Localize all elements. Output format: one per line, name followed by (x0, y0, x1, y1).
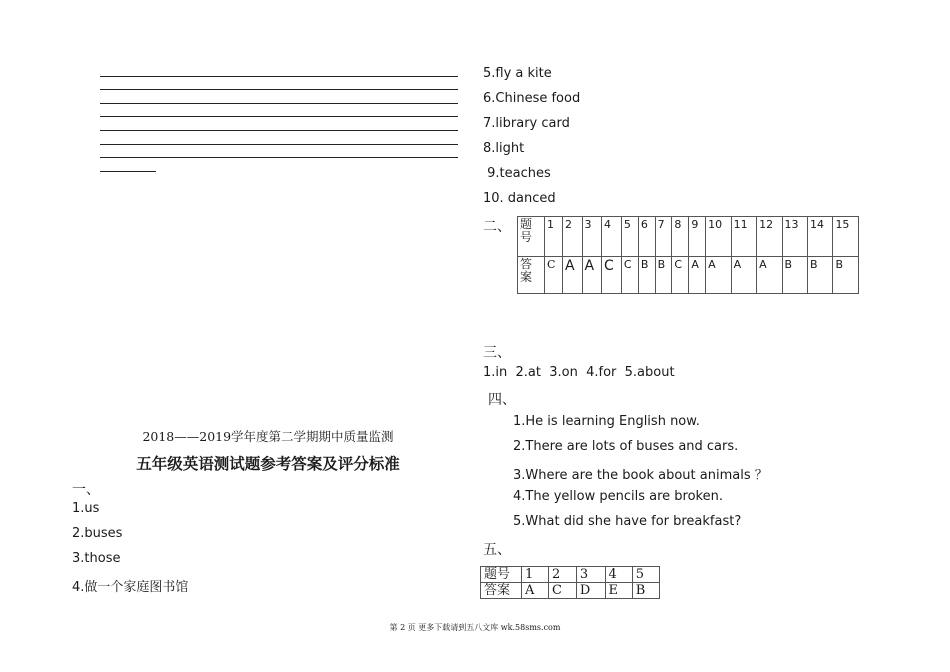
table-cell: B (655, 257, 672, 294)
answer-key-title: 五年级英语测试题参考答案及评分标准 (136, 454, 400, 473)
table-cell: A (731, 257, 756, 294)
table-cell: 5 (632, 567, 659, 583)
table-cell: 13 (782, 217, 807, 257)
answer-item: 8.light (483, 141, 525, 156)
answer-lines (100, 63, 458, 172)
table-cell: 7 (655, 217, 672, 257)
answer-item: 2.buses (72, 526, 123, 541)
section-3-answers: 1.in 2.at 3.on 4.for 5.about (483, 365, 675, 380)
answer-line (100, 77, 458, 91)
answer-item: 6.Chinese food (483, 91, 581, 106)
table-cell: B (782, 257, 807, 294)
table-header-cell: 题号 (518, 217, 545, 257)
answer-line (100, 145, 458, 159)
answer-row (518, 257, 859, 294)
table-cell: 5 (621, 217, 638, 257)
table-cell: 4 (605, 567, 632, 583)
section-2-label: 二、 (483, 219, 511, 235)
table-cell: 10 (706, 217, 731, 257)
table-cell: 15 (833, 217, 859, 257)
section-1-label: 一、 (72, 482, 100, 498)
table-cell: 6 (638, 217, 655, 257)
table-cell: 1 (522, 567, 549, 583)
answer-item: 10. danced (483, 191, 556, 206)
table-cell: 3 (582, 217, 602, 257)
section-5-label: 五、 (483, 542, 511, 558)
table-cell: 3 (576, 567, 605, 583)
table-cell: B (833, 257, 859, 294)
answer-line (100, 104, 458, 118)
table-cell: A (706, 257, 731, 294)
sentence-item: 2.There are lots of buses and cars. (513, 439, 739, 454)
section-4-label: 四、 (488, 392, 516, 408)
table-cell: B (638, 257, 655, 294)
table-cell: 8 (672, 217, 689, 257)
table-cell: 2 (548, 567, 576, 583)
table-cell: C (672, 257, 689, 294)
table-cell: 9 (689, 217, 706, 257)
table-cell: C (602, 257, 622, 294)
answer-line (100, 63, 458, 77)
section-3-label: 三、 (483, 345, 511, 361)
table-cell: E (605, 583, 632, 599)
table-cell: A (562, 257, 582, 294)
table-header-cell: 答案 (518, 257, 545, 294)
table-cell: A (582, 257, 602, 294)
table-header-cell: 答案 (481, 583, 522, 599)
answer-item: 9.teaches (483, 166, 551, 181)
table-cell: B (632, 583, 659, 599)
answer-item: 4.做一个家庭图书馆 (72, 580, 189, 595)
answer-item: 5.fly a kite (483, 66, 552, 81)
table-cell: 2 (562, 217, 582, 257)
number-row (518, 217, 859, 257)
table-cell: A (757, 257, 782, 294)
answer-line (100, 117, 458, 131)
answer-table-section-2 (517, 216, 859, 294)
table-cell: 12 (757, 217, 782, 257)
answer-row (481, 583, 660, 599)
sentence-item: 1.He is learning English now. (513, 414, 700, 429)
table-cell: D (576, 583, 605, 599)
table-cell: A (689, 257, 706, 294)
sentence-item: 4.The yellow pencils are broken. (513, 489, 723, 504)
exam-title: 2018——2019学年度第二学期期中质量监测 (142, 429, 394, 444)
table-cell: 14 (807, 217, 832, 257)
answer-item: 1.us (72, 501, 100, 516)
table-cell: C (548, 583, 576, 599)
answer-line (100, 158, 156, 172)
number-row (481, 567, 660, 583)
table-cell: C (621, 257, 638, 294)
sentence-item: 5.What did she have for breakfast? (513, 514, 742, 529)
table-cell: 1 (545, 217, 563, 257)
table-cell: 11 (731, 217, 756, 257)
table-cell: B (807, 257, 832, 294)
table-cell: A (522, 583, 549, 599)
sentence-item: 3.Where are the book about animals ？ (513, 468, 768, 483)
table-cell: C (545, 257, 563, 294)
answer-table-section-5 (480, 566, 660, 599)
table-cell: 4 (602, 217, 622, 257)
answer-line (100, 131, 458, 145)
answer-line (100, 90, 458, 104)
answer-item: 3.those (72, 551, 121, 566)
page-footer: 第 2 页 更多下载请到五八文库 wk.58sms.com (389, 623, 561, 632)
answer-item: 7.library card (483, 116, 570, 131)
table-header-cell: 题号 (481, 567, 522, 583)
